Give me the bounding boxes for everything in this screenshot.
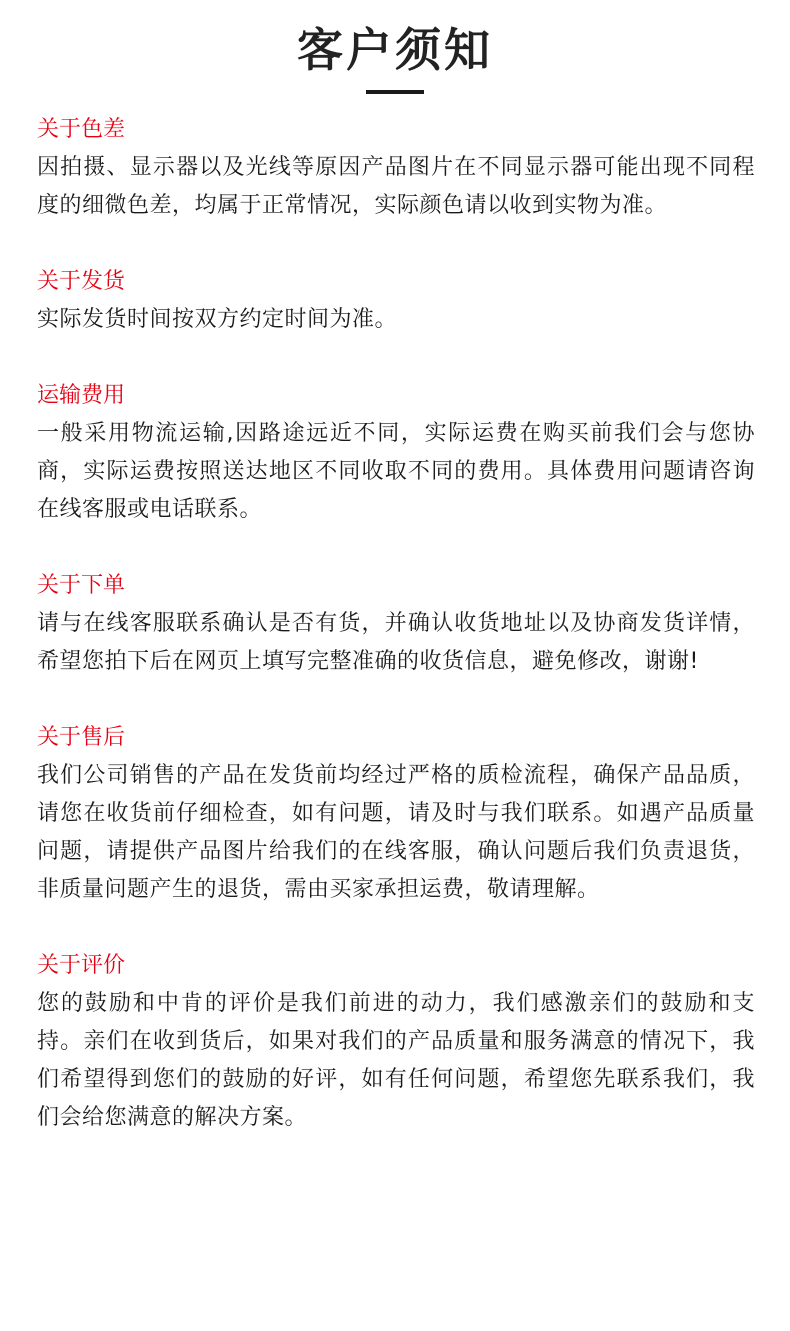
section-heading: 关于售后 [37,725,126,750]
section-reviews [37,947,755,1137]
section-body: 一般采用物流运输,因路途远近不同，实际运费在购买前我们会与您协商，实际运费按照送达地区不同收取不同的费用。具体费用问题请咨询在线客服或电话联系。 [37,421,755,522]
section-body: 因拍摄、显示器以及光线等原因产品图片在不同显示器可能出现不同程度的细微色差，均属于正常情况，实际颜色请以收到实物为准。 [37,155,755,218]
section-heading: 关于评价 [37,953,126,978]
notice-list [37,111,755,1175]
page-title: 客户须知 [297,23,493,77]
title-underline [366,90,424,94]
section-body: 请与在线客服联系确认是否有货，并确认收货地址以及协商发货详情，希望您拍下后在网页上填写完整准确的收货信息，避免修改，谢谢! [37,611,755,674]
page-header [0,18,790,94]
section-heading: 关于发货 [37,269,126,294]
section-heading: 关于色差 [37,117,126,142]
section-shipping [37,263,755,339]
section-ordering [37,567,755,681]
section-heading: 关于下单 [37,573,126,598]
section-after-sales [37,719,755,909]
section-body: 我们公司销售的产品在发货前均经过严格的质检流程，确保产品品质，请您在收货前仔细检查，如有问题，请及时与我们联系。如遇产品质量问题，请提供产品图片给我们的在线客服，确认问题后我们负责退货，非质量问题产生的退货，需由买家承担运费，敬请理解。 [37,763,755,902]
section-heading: 运输费用 [37,383,126,408]
section-body: 您的鼓励和中肯的评价是我们前进的动力，我们感激亲们的鼓励和支持。亲们在收到货后，如果对我们的产品质量和服务满意的情况下，我们希望得到您们的鼓励的好评，如有任何问题，希望您先联系我们，我们会给您满意的解决方案。 [37,991,755,1130]
section-color-difference [37,111,755,225]
section-freight-cost [37,377,755,529]
section-body: 实际发货时间按双方约定时间为准。 [37,307,398,332]
